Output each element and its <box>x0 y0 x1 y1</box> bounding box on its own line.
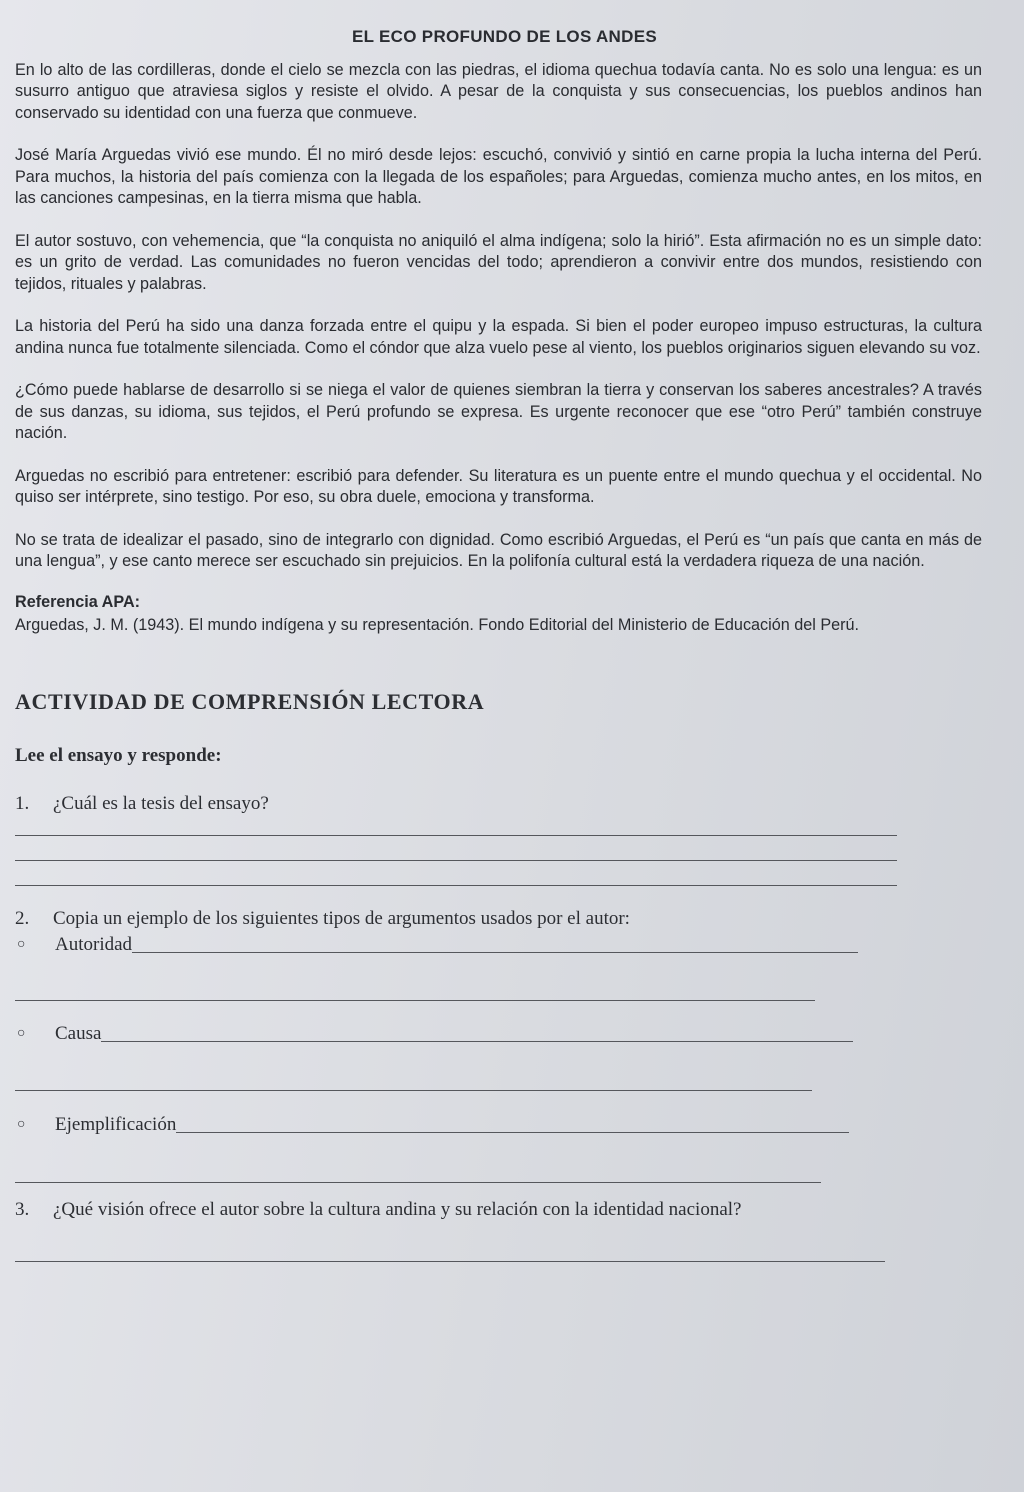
apa-reference <box>15 592 982 637</box>
essay-paragraph-2: José María Arguedas vivió ese mundo. Él no miró desde lejos: escuchó, convivió y sintió en carne propia la lucha interna del Perú. Para muchos, la historia del país comienza con la llegada de los españoles; para Arguedas, comienza mucho antes, en los mitos, en las canciones campesinas, en la tierra misma que habla. <box>15 146 982 207</box>
bullet-icon: ○ <box>17 936 26 952</box>
bullet-icon: ○ <box>17 1025 26 1041</box>
answer-line[interactable] <box>132 952 858 953</box>
comprehension-activity <box>15 689 982 1262</box>
question-number: 2. <box>15 907 30 929</box>
bullet-icon: ○ <box>17 1116 26 1132</box>
argument-item-autoridad <box>15 934 858 956</box>
essay <box>15 26 982 637</box>
answer-line[interactable] <box>15 1000 815 1001</box>
reference-label: Referencia APA: <box>15 592 141 611</box>
activity-instruction: Lee el ensayo y responde: <box>15 744 222 766</box>
argument-item-ejemplificacion <box>15 1114 849 1136</box>
question-text: ¿Qué visión ofrece el autor sobre la cultura andina y su relación con la identidad nacional? <box>53 1198 742 1220</box>
essay-paragraph-5: ¿Cómo puede hablarse de desarrollo si se niega el valor de quienes siembran la tierra y conservan los saberes ancestrales? A través de sus danzas, su idioma, sus tejidos, el Perú profundo se expresa. Es urgente reconocer que ese “otro Perú” también construye nación. <box>15 381 982 442</box>
reference-text: Arguedas, J. M. (1943). El mundo indígena y su representación. Fondo Editorial del Ministerio de Educación del Perú. <box>15 616 860 634</box>
question-number: 1. <box>15 792 30 814</box>
essay-title: EL ECO PROFUNDO DE LOS ANDES <box>352 27 657 46</box>
answer-line[interactable] <box>15 1261 885 1262</box>
question-2 <box>15 908 982 930</box>
essay-paragraph-6: Arguedas no escribió para entretener: escribió para defender. Su literatura es un puente entre el mundo quechua y el occidental. No quiso ser intérprete, sino testigo. Por eso, su obra duele, emociona y transforma. <box>15 466 982 506</box>
argument-item-causa <box>15 1023 853 1045</box>
question-number: 3. <box>15 1198 30 1220</box>
argument-label: Autoridad <box>55 933 133 955</box>
essay-paragraph-4: La historia del Perú ha sido una danza forzada entre el quipu y la espada. Si bien el poder europeo impuso estructuras, la cultura andina nunca fue totalmente silenciada. Como el cóndor que alza vuelo pese al viento, los pueblos originarios siguen elevando su voz. <box>15 317 982 357</box>
answer-line[interactable] <box>176 1132 849 1133</box>
question-3 <box>15 1199 982 1221</box>
essay-paragraph-3: El autor sostuvo, con vehemencia, que “la conquista no aniquiló el alma indígena; solo la hirió”. Esta afirmación no es un simple dato: es un grito de verdad. Las comunidades no fueron vencidas del todo; aprendieron a convivir entre dos mundos, resistiendo con tejidos, rituales y palabras. <box>15 231 982 293</box>
answer-line[interactable] <box>15 1182 821 1183</box>
argument-label: Ejemplificación <box>55 1113 177 1135</box>
argument-label: Causa <box>55 1022 102 1044</box>
answer-line[interactable] <box>15 1090 812 1091</box>
question-1 <box>15 793 982 815</box>
activity-title: ACTIVIDAD DE COMPRENSIÓN LECTORA <box>15 688 485 714</box>
question-text: ¿Cuál es la tesis del ensayo? <box>53 792 269 814</box>
essay-paragraph-1: En lo alto de las cordilleras, donde el cielo se mezcla con las piedras, el idioma quechua todavía canta. No es solo una lengua: es un susurro antiguo que atraviesa siglos y resiste el olvido. A pesar de la conquista y sus consecuencias, los pueblos andinos han conservado su identidad con una fuerza que conmueve. <box>15 60 982 122</box>
question-text: Copia un ejemplo de los siguientes tipos de argumentos usados por el autor: <box>53 907 630 929</box>
answer-line[interactable] <box>15 885 897 886</box>
answer-line[interactable] <box>101 1041 853 1042</box>
essay-paragraph-7: No se trata de idealizar el pasado, sino de integrarlo con dignidad. Como escribió Arguedas, el Perú es “un país que canta en más de una lengua”, y ese canto merece ser escuchado sin prejuicios. En la polifonía cultural está la verdadera riqueza de una nación. <box>15 530 982 570</box>
answer-line[interactable] <box>15 835 897 836</box>
answer-line[interactable] <box>15 860 897 861</box>
